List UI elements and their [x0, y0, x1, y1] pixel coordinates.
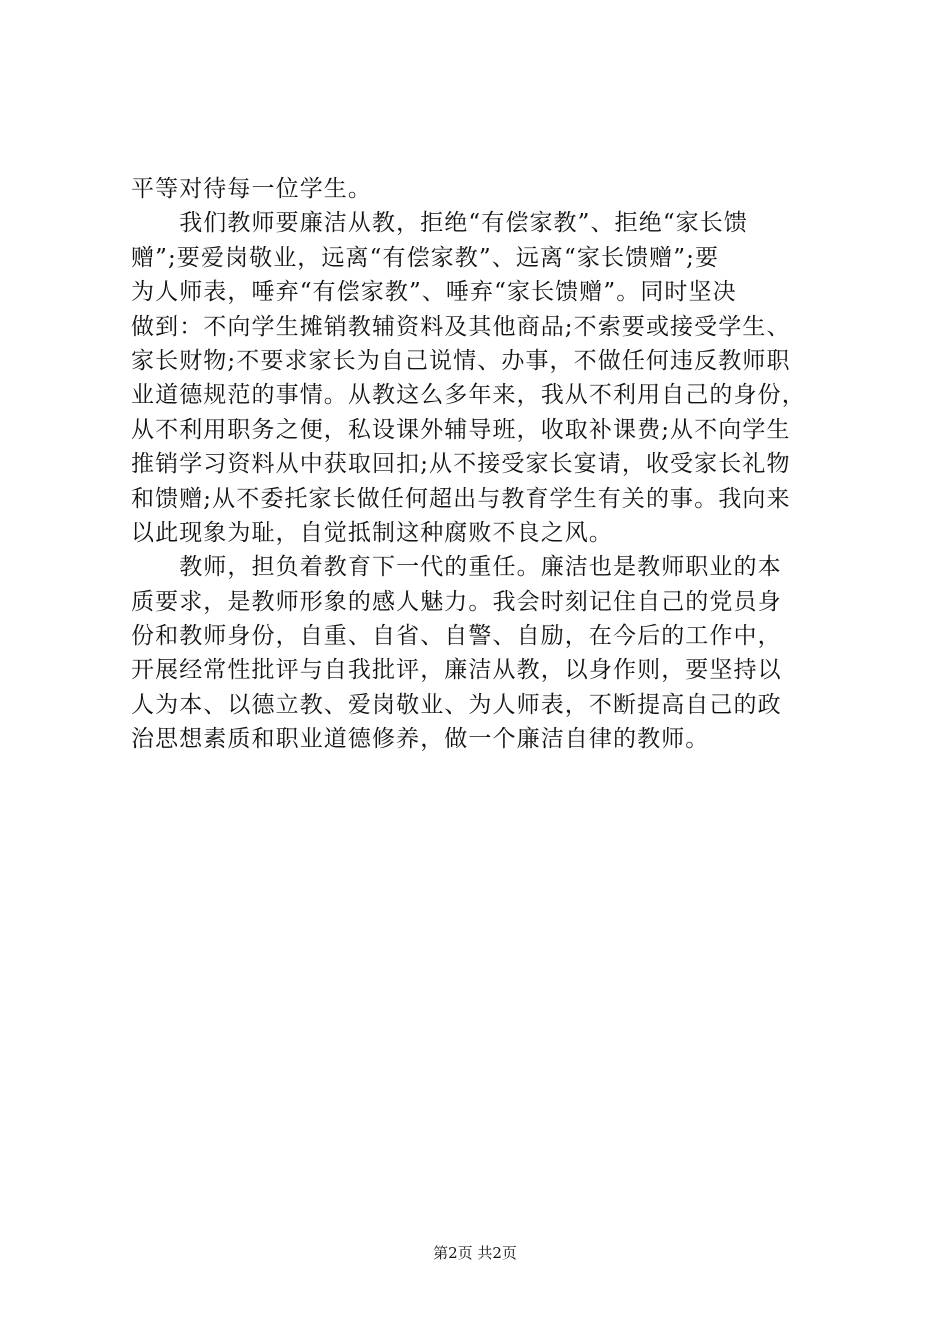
text-line: 开展经常性批评与自我批评，廉洁从教，以身作则，要坚持以 [131, 657, 782, 684]
text-line: 平等对待每一位学生。 [131, 176, 372, 202]
text-line: 家长财物;不要求家长为自己说情、办事，不做任何违反教师职 [131, 347, 791, 374]
text-line: 以此现象为耻，自觉抵制这种腐败不良之风。 [131, 519, 613, 546]
text-line: 从不利用职务之便，私设课外辅导班，收取补课费;从不向学生 [131, 416, 791, 443]
page-footer: 第2页 共2页 [433, 1244, 517, 1262]
text-line: 我们教师要廉洁从教，拒绝“有偿家教”、拒绝“家长馈 [131, 210, 748, 237]
text-line: 赠”;要爱岗敬业，远离“有偿家教”、远离“家长馈赠”;要 [131, 244, 720, 271]
text-line: 推销学习资料从中获取回扣;从不接受家长宴请，收受家长礼物 [131, 451, 791, 478]
text-line: 治思想素质和职业道德修养，做一个廉洁自律的教师。 [131, 726, 710, 753]
text-line: 份和教师身份，自重、自省、自警、自励，在今后的工作中， [131, 623, 782, 650]
body-text [131, 172, 831, 757]
text-line: 做到：不向学生摊销教辅资料及其他商品;不索要或接受学生、 [131, 313, 791, 340]
text-line: 质要求，是教师形象的感人魅力。我会时刻记住自己的党员身 [131, 588, 782, 615]
text-line: 教师，担负着教育下一代的重任。廉洁也是教师职业的本 [131, 554, 782, 581]
text-line: 业道德规范的事情。从教这么多年来，我从不利用自己的身份， [131, 382, 806, 409]
text-line: 人为本、以德立教、爱岗敬业、为人师表，不断提高自己的政 [131, 691, 782, 718]
text-line: 为人师表，唾弃“有偿家教”、唾弃“家长馈赠”。同时坚决 [131, 279, 737, 306]
text-line: 和馈赠;从不委托家长做任何超出与教育学生有关的事。我向来 [131, 485, 791, 512]
